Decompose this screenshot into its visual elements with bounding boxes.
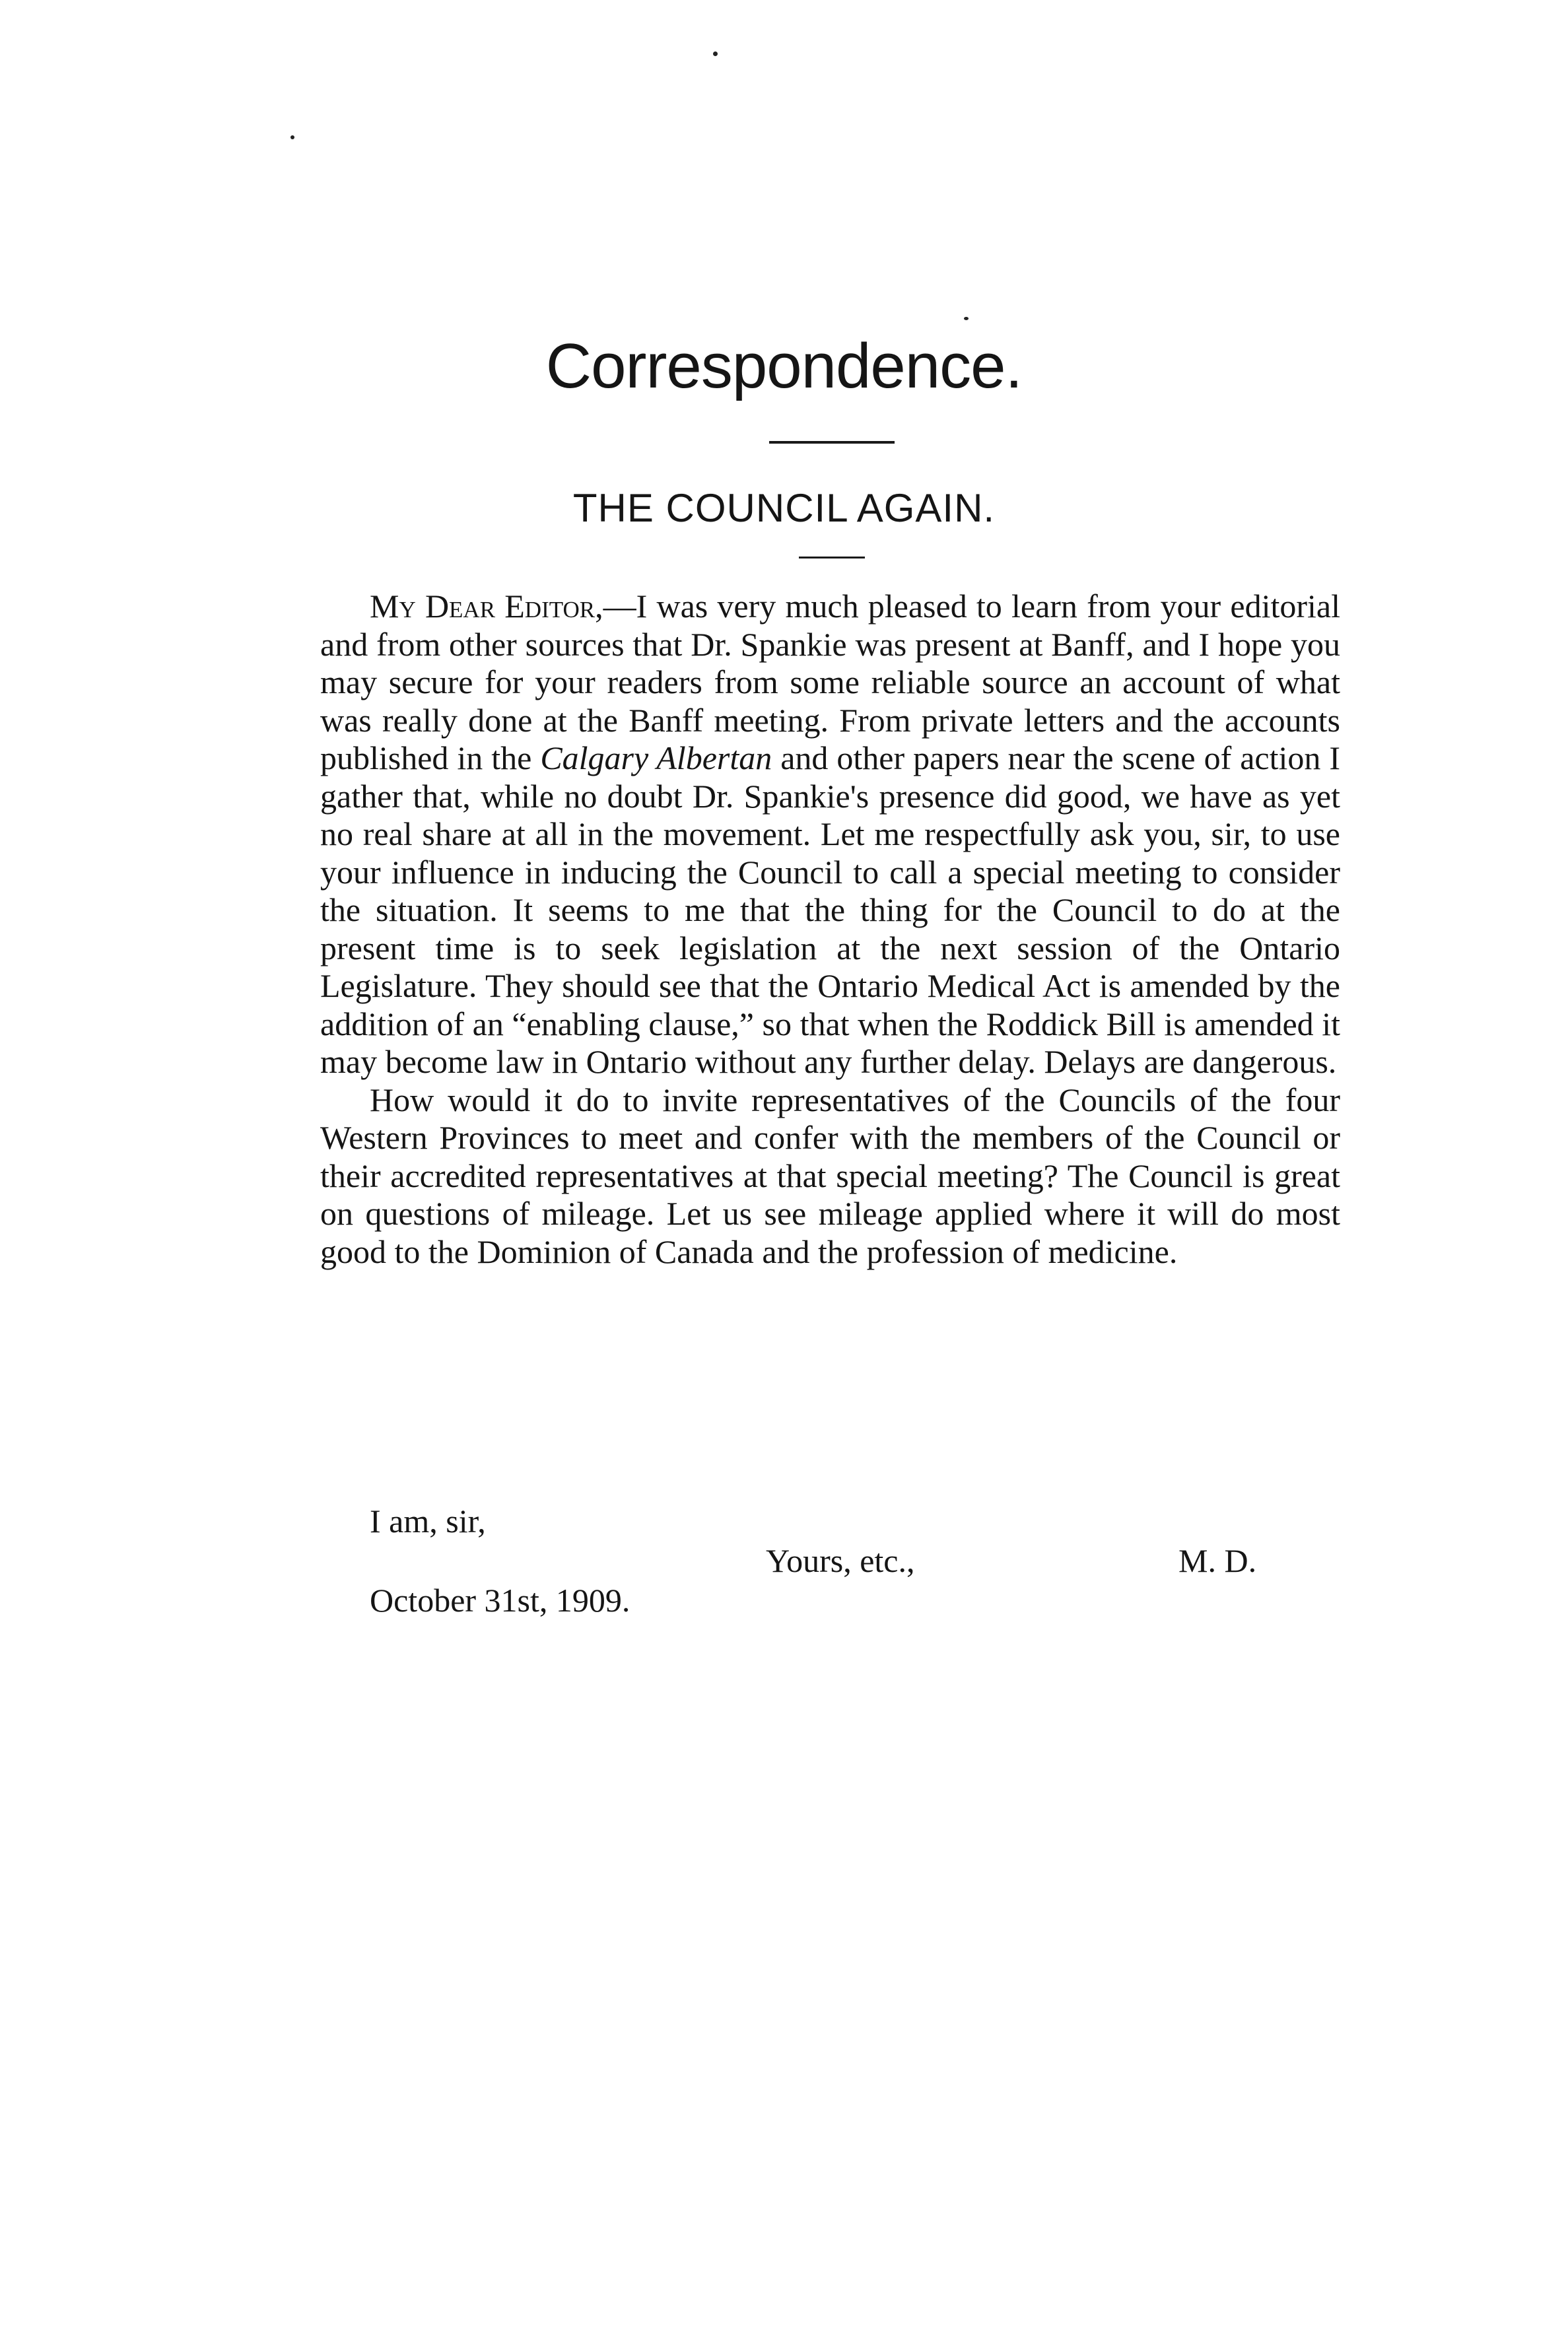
publication-name: Calgary Albertan: [540, 739, 772, 776]
letter-body: [320, 588, 1340, 1271]
page-title: Correspondence.: [545, 331, 1023, 401]
scan-speck: [290, 135, 294, 139]
valediction: Yours, etc.,: [766, 1542, 915, 1579]
scan-speck: [964, 317, 969, 320]
letter-title: THE COUNCIL AGAIN.: [572, 486, 996, 530]
scan-speck: [713, 51, 718, 56]
letter-date: October 31st, 1909.: [370, 1582, 631, 1619]
letter-paragraph: [320, 588, 1340, 1081]
subtitle-divider: [799, 557, 865, 559]
paragraph-text: and other papers near the scene of action I gather that, while no doubt Dr. Spankie's presence did good, we have as yet no real share at all in the movement. Let me respectfully ask you, sir, to use your influence in inducing the Council to call a special meeting to consider the situation. It seems to me that the thing for the Council to do at the present time is to seek legislation at the next session of the Ontario Legislature. They should see that the Ontario Medical Act is amended by the addition of an “enabling clause,” so that when the Roddick Bill is amended it may become law in Ontario without any further delay. Delays are dangerous.: [320, 739, 1340, 1080]
title-divider: [769, 441, 895, 444]
closing: I am, sir,: [370, 1503, 486, 1540]
letter-paragraph: How would it do to invite representatives of the Councils of the four Western Provinces to meet and confer with the members of the Council or their accredited representatives at that special meeting? The Council is great on questions of mileage. Let us see mileage applied where it will do most good to the Dominion of Canada and the profession of medicine.: [320, 1081, 1340, 1270]
signature: M. D.: [1178, 1542, 1257, 1579]
salutation: My Dear Editor,: [370, 588, 603, 625]
paragraph-text: —I was very much pleased to learn from your editorial and from other sources that Dr. Spankie was present at Banff, and I hope you may secure for your readers from some reliable source an account of what was really done at the Banff meeting. From private letters and the accounts published in the: [320, 588, 1341, 776]
